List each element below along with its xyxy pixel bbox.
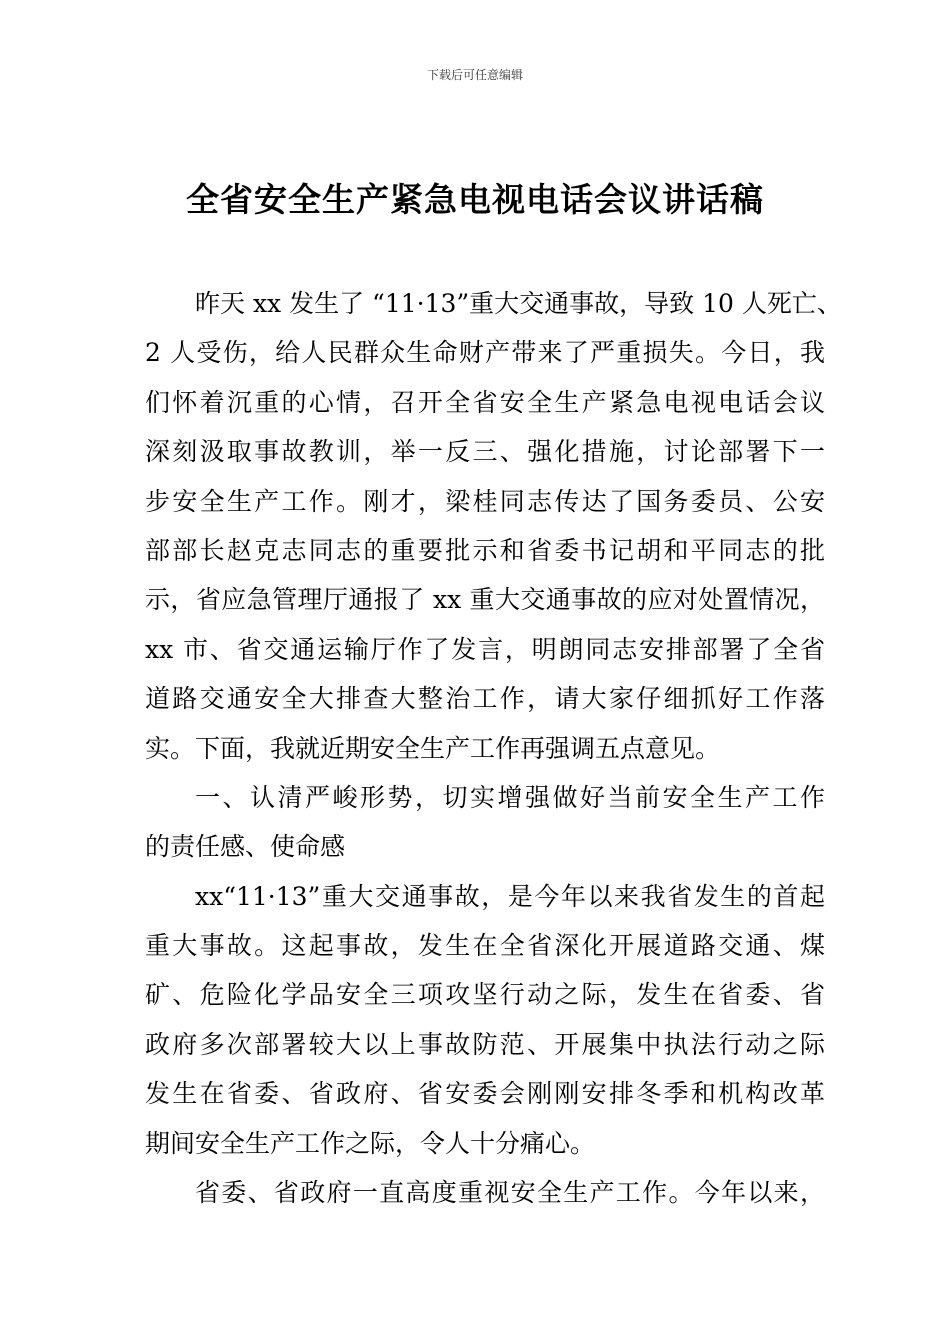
text-line: 省委、省政府一直高度重视安全生产工作。今年以来， <box>195 1178 825 1208</box>
text-line: 期间安全生产工作之际，令人十分痛心。 <box>145 1128 596 1158</box>
text-line: 昨天 xx 发生了 “11·13”重大交通事故，导致 10 人死亡、 <box>195 289 842 318</box>
text-line: 们怀着沉重的心情，召开全省安全生产紧急电视电话会议 <box>145 387 825 417</box>
document-title: 全省安全生产紧急电视电话会议讲话稿 <box>186 180 764 219</box>
text-line: 示，省应急管理厅通报了 xx 重大交通事故的应对处置情况， <box>145 585 825 615</box>
header-note: 下载后可任意编辑 <box>426 68 523 82</box>
text-line: 政府多次部署较大以上事故防范、开展集中执法行动之际 <box>145 1029 825 1059</box>
text-line: 重大事故。这起事故，发生在全省深化开展道路交通、煤 <box>145 931 825 961</box>
text-line: 矿、危险化学品安全三项攻坚行动之际，发生在省委、省 <box>145 980 825 1010</box>
text-line: 2 人受伤，给人民群众生命财产带来了严重损失。今日，我 <box>145 338 825 368</box>
text-line: 发生在省委、省政府、省安委会刚刚安排冬季和机构改革 <box>145 1079 825 1109</box>
text-line: 深刻汲取事故教训，举一反三、强化措施，讨论部署下一 <box>145 437 825 467</box>
section-heading-line: 的责任感、使命感 <box>145 832 346 862</box>
text-line: 道路交通安全大排查大整治工作，请大家仔细抓好工作落 <box>145 684 825 714</box>
text-line: xx 市、省交通运输厅作了发言，明朗同志安排部署了全省 <box>145 634 825 664</box>
text-line: 部部长赵克志同志的重要批示和省委书记胡和平同志的批 <box>145 535 825 565</box>
text-line: 实。下面，我就近期安全生产工作再强调五点意见。 <box>145 733 721 763</box>
text-line: xx“11·13”重大交通事故，是今年以来我省发生的首起 <box>195 881 825 911</box>
document-body <box>145 279 842 1217</box>
text-line: 步安全生产工作。刚才，梁桂同志传达了国务委员、公安 <box>145 486 825 516</box>
section-heading-line: 一、认清严峻形势，切实增强做好当前安全生产工作 <box>195 782 825 812</box>
